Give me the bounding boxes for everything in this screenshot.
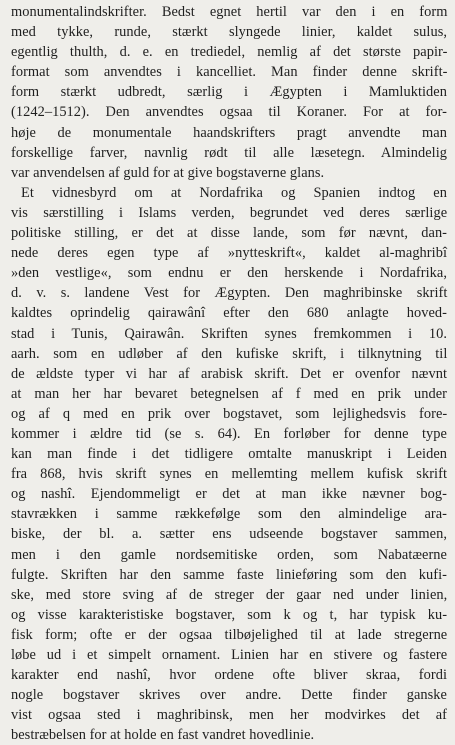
text-line: fisk form; ofte er der ogsaa tilbøjelighed til at lade stregerne — [11, 626, 448, 643]
text-line: (1242–1512). Den anvendtes ogsaa til Koraner. For at for- — [11, 104, 447, 121]
text-line: form stærkt udbredt, særlig i Ægypten i Mamluktiden — [11, 84, 447, 101]
text-line: de ældste typer vi har af arabisk skrift. Det er ovenfor nævnt — [11, 365, 447, 382]
text-line: nede deres egen type af »nytteskrift«, kaldet al-maghribî — [11, 245, 447, 262]
paragraph-2 — [11, 183, 447, 745]
text-line: stad i Tunis, Qairawân. Skriften synes fremkommen i 10. — [11, 325, 447, 342]
text-line: at man her har bevaret betegnelsen af f med en prik under — [11, 385, 447, 402]
text-line: med tykke, runde, stærkt slyngede linier, kaldet sulus, — [11, 24, 447, 41]
text-line: men i den gamle nordsemitiske orden, som Nabatæerne — [11, 546, 447, 563]
text-line: vis særstilling i Islams verden, begrundet ved deres særlige — [11, 204, 448, 221]
text-line: fulgte. Skriften har den samme faste linieføring som den kufi- — [11, 566, 447, 583]
text-line: karakter end nashî, hvor ordene ofte bliver skraa, fordi — [11, 667, 447, 684]
text-line: politiske stilling, er det at disse lande, som før nævnt, dan- — [11, 225, 448, 242]
text-line: d. v. s. landene Vest for Ægypten. Den maghribinske skrift — [11, 285, 448, 302]
text-line: nogle bogstaver skrives over andre. Dette finder ganske — [11, 687, 447, 704]
text-line: »den vestlige«, som endnu er den herskende i Nordafrika, — [11, 265, 447, 282]
text-line: monumentalindskrifter. Bedst egnet hertil var den i en form — [11, 4, 448, 20]
text-line: løbe ud i et simpelt ornament. Linien har en stivere og fastere — [11, 647, 448, 663]
paragraph-1 — [11, 2, 447, 183]
text-line: og visse karakteristiske bogstaver, som k og t, har typisk ku- — [11, 606, 448, 623]
text-line: høje de monumentale haandskrifters pragt anvendte man — [11, 124, 447, 141]
text-line: fra 868, hvis skrift synes en mellemting mellem kufisk skrift — [11, 466, 447, 483]
text-line: format som anvendtes i kancelliet. Man finder denne skrift- — [11, 64, 448, 81]
text-line: og nashî. Ejendommeligt er det at man ikke nævner bog- — [11, 486, 447, 503]
text-line: bestræbelsen for at holde en fast vandret hovedlinie. — [11, 727, 315, 744]
text-line: kan man finde i det tidligere omtalte manuskript i Leiden — [11, 446, 447, 463]
book-page — [11, 2, 448, 744]
text-line: forskellige farver, navnlig rødt til alle læsetegn. Almindelig — [11, 144, 447, 161]
text-line: biske, der bl. a. sætter ens udseende bogstaver sammen, — [11, 526, 447, 543]
text-line: var anvendelsen af guld for at give bogstaverne glans. — [11, 164, 325, 181]
text-line: Et vidnesbyrd om at Nordafrika og Spanien indtog en — [21, 184, 447, 201]
text-line: aarh. som en udløber af den kufiske skrift, i tilknytning til — [11, 345, 448, 362]
text-line: vist ogsaa sted i maghribinsk, men her modvirkes det af — [11, 707, 447, 724]
text-line: ske, med store sving af de streger der gaar ned under linien, — [11, 586, 448, 603]
text-line: og af q med en prik over bogstavet, som lejlighedsvis fore- — [11, 405, 448, 422]
text-line: egentlig thulth, d. e. en trediedel, nemlig af det største papir- — [11, 44, 448, 61]
text-line: kaldtes oprindelig qairawânî efter den 680 anlagte hoved- — [11, 305, 447, 322]
text-line: kommer i ældre tid (se s. 64). En forløber for denne type — [11, 425, 447, 442]
text-line: stavrækken i samme rækkefølge som den almindelige ara- — [11, 506, 447, 523]
